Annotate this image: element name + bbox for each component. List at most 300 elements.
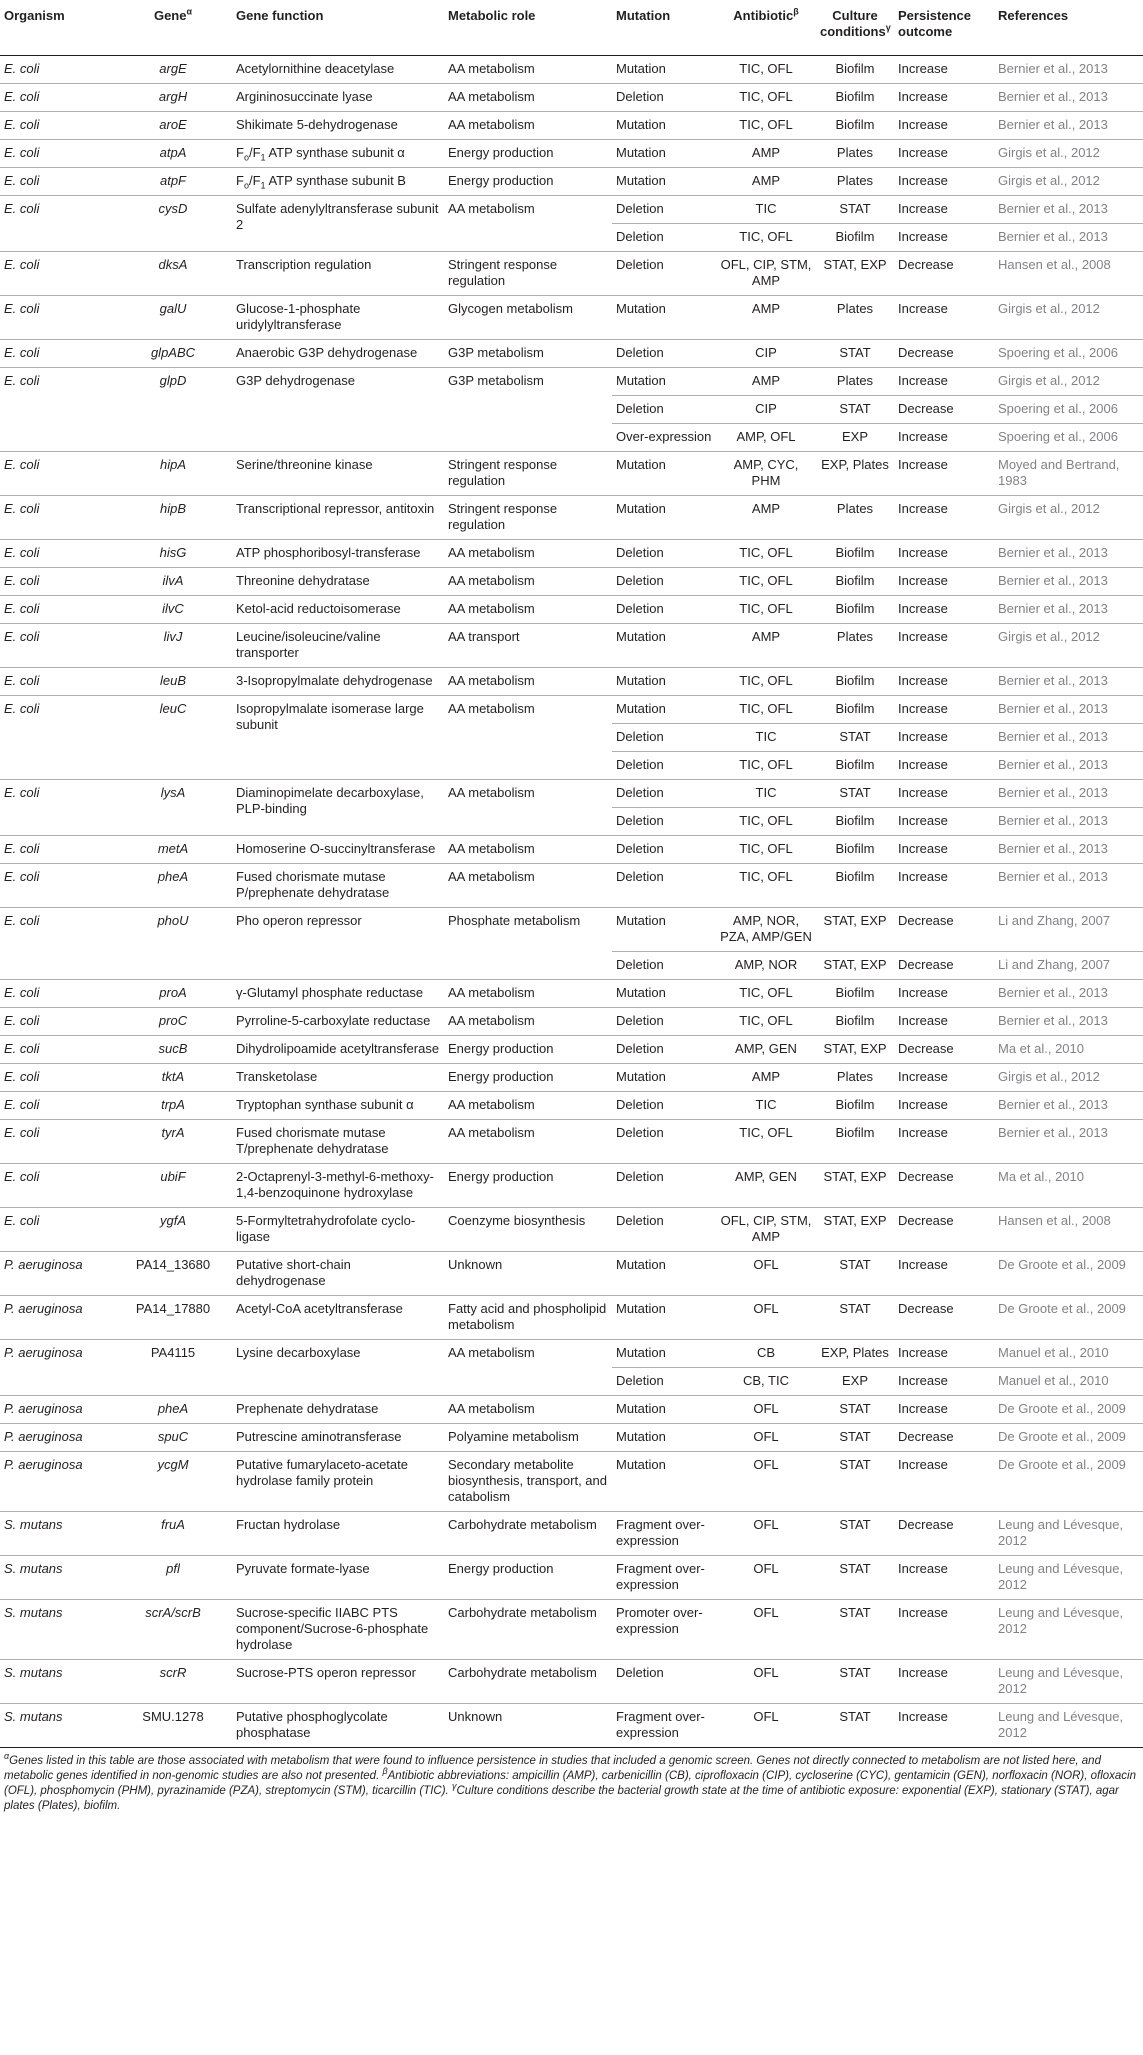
cell-organism: E. coli [4, 1124, 40, 1140]
cell-persistence: Increase [898, 144, 948, 160]
cell-antibiotic: OFL [753, 1428, 779, 1444]
cell-gene: proA [159, 984, 187, 1000]
cell-mutation: Deletion [616, 1124, 664, 1140]
cell-organism: E. coli [4, 1168, 40, 1184]
cell-gene: scrA/scrB [145, 1604, 201, 1620]
header-references: References [998, 8, 1069, 23]
cell-antibiotic: TIC, OFL [739, 60, 793, 76]
cell-culture: Biofilm [835, 544, 875, 560]
cell-role: AA metabolism [448, 984, 535, 1000]
cell-mutation: Deletion [616, 228, 664, 244]
cell-antibiotic: AMP [751, 172, 781, 188]
cell-antibiotic: TIC, OFL [739, 672, 793, 688]
cell-antibiotic: OFL [753, 1516, 779, 1532]
cell-role: AA metabolism [448, 60, 535, 76]
cell-culture: Biofilm [835, 868, 875, 884]
cell-culture: STAT, EXP [823, 1168, 887, 1184]
cell-organism: P. aeruginosa [4, 1400, 83, 1416]
table-row [0, 451, 1143, 495]
cell-gene: galU [159, 300, 187, 316]
cell-organism: E. coli [4, 200, 40, 216]
cell-persistence: Increase [898, 984, 948, 1000]
cell-reference: Bernier et al., 2013 [998, 88, 1108, 104]
table-row [0, 1451, 1143, 1511]
cell-persistence: Increase [898, 428, 948, 444]
cell-function: Fused chorismate mutase T/prephenate dehydratase [236, 1124, 389, 1156]
cell-antibiotic: TIC, OFL [739, 756, 793, 772]
cell-antibiotic: TIC, OFL [739, 544, 793, 560]
cell-role: AA metabolism [448, 1096, 535, 1112]
cell-organism: S. mutans [4, 1560, 63, 1576]
cell-gene: lysA [160, 784, 186, 800]
cell-mutation: Mutation [616, 628, 666, 644]
cell-culture: Biofilm [835, 600, 875, 616]
cell-antibiotic: TIC, OFL [739, 1012, 793, 1028]
header-role: Metabolic role [448, 8, 536, 23]
cell-persistence: Increase [898, 200, 948, 216]
cell-culture: STAT [839, 728, 871, 744]
cell-role: AA metabolism [448, 116, 535, 132]
cell-reference: Leung and Lévesque, 2012 [998, 1560, 1124, 1592]
table-row [0, 1091, 1143, 1119]
cell-reference: Ma et al., 2010 [998, 1040, 1084, 1056]
table-row [0, 295, 1143, 339]
cell-role: Energy production [448, 144, 554, 160]
cell-function: Sucrose-PTS operon repressor [236, 1664, 416, 1680]
cell-reference: Bernier et al., 2013 [998, 1096, 1108, 1112]
cell-mutation: Deletion [616, 256, 664, 272]
cell-gene: SMU.1278 [142, 1708, 204, 1724]
cell-culture: STAT [839, 1300, 871, 1316]
cell-antibiotic: OFL [753, 1256, 779, 1272]
cell-role: Energy production [448, 1560, 554, 1576]
cell-function: Leucine/isoleucine/valine transporter [236, 628, 381, 660]
cell-role: AA metabolism [448, 1344, 535, 1360]
table-row [0, 1295, 1143, 1339]
cell-function: Dihydrolipoamide acetyltransferase [236, 1040, 440, 1056]
cell-function: ATP phosphoribosyl-transferase [236, 544, 421, 560]
cell-gene: pheA [157, 868, 189, 884]
cell-gene: PA4115 [150, 1344, 196, 1360]
cell-function: Acetylornithine deacetylase [236, 60, 395, 76]
cell-mutation: Mutation [616, 300, 666, 316]
cell-mutation: Fragment over-expression [616, 1516, 705, 1548]
cell-persistence: Increase [898, 1096, 948, 1112]
cell-mutation: Mutation [616, 1068, 666, 1084]
cell-persistence: Increase [898, 600, 948, 616]
table-row [0, 835, 1143, 863]
table-row [0, 195, 1143, 223]
table-row [0, 367, 1143, 395]
cell-role: Stringent response regulation [448, 256, 558, 288]
cell-gene: ubiF [160, 1168, 186, 1184]
cell-antibiotic: OFL [753, 1664, 779, 1680]
cell-function: Serine/threonine kinase [236, 456, 373, 472]
cell-gene: ilvA [162, 572, 184, 588]
cell-function: Prephenate dehydratase [236, 1400, 379, 1416]
cell-organism: P. aeruginosa [4, 1456, 83, 1472]
cell-persistence: Increase [898, 672, 948, 688]
cell-role: Glycogen metabolism [448, 300, 573, 316]
cell-antibiotic: TIC, OFL [739, 868, 793, 884]
footnote-alpha: Genes listed in this table are those associated with metabolism that were found to influence persistence in studies that included a genomic screen. Genes not directly connected to metabolism are not listed here, and metabolic genes identified in non-genomic studies are also not presented. [4, 1754, 1101, 1782]
cell-antibiotic: AMP [751, 144, 781, 160]
cell-role: AA metabolism [448, 88, 535, 104]
cell-antibiotic: TIC, OFL [739, 700, 793, 716]
cell-reference: Bernier et al., 2013 [998, 200, 1108, 216]
cell-mutation: Mutation [616, 912, 666, 928]
cell-persistence: Increase [898, 456, 948, 472]
cell-antibiotic: AMP, GEN [735, 1168, 797, 1184]
header-organism: Organism [4, 8, 65, 23]
cell-role: G3P metabolism [448, 372, 544, 388]
footnote-beta: Antibiotic abbreviations: ampicillin (AMP), carbenicillin (CB), ciprofloxacin (CIP), cycloserine (CYC), gentamicin (GEN), norfloxacin (NOR), ofloxacin (OFL), phosphomycin (PHM), pyrazinamide (PZA), streptomycin (STM), ticarcillin (TIC). [4, 1769, 1136, 1797]
table-row [0, 1555, 1143, 1599]
cell-culture: STAT, EXP [823, 256, 887, 272]
cell-antibiotic: TIC, OFL [739, 88, 793, 104]
cell-persistence: Increase [898, 372, 948, 388]
cell-persistence: Increase [898, 300, 948, 316]
cell-role: AA metabolism [448, 700, 535, 716]
cell-mutation: Fragment over-expression [616, 1560, 705, 1592]
cell-gene: glpD [159, 372, 187, 388]
cell-antibiotic: AMP, NOR [734, 956, 798, 972]
cell-reference: Bernier et al., 2013 [998, 600, 1108, 616]
cell-gene: tyrA [161, 1124, 185, 1140]
cell-culture: Biofilm [835, 756, 875, 772]
cell-persistence: Decrease [898, 256, 954, 272]
cell-role: Unknown [448, 1256, 503, 1272]
cell-antibiotic: AMP [751, 372, 781, 388]
cell-antibiotic: TIC [755, 200, 777, 216]
cell-culture: Biofilm [835, 1124, 875, 1140]
cell-reference: Spoering et al., 2006 [998, 344, 1118, 360]
cell-gene: atpF [159, 172, 186, 188]
cell-persistence: Increase [898, 784, 948, 800]
cell-gene: cysD [158, 200, 188, 216]
cell-function: $F_o/F_1$ ATP synthase subunit α [236, 144, 405, 163]
cell-role: G3P metabolism [448, 344, 544, 360]
cell-reference: Hansen et al., 2008 [998, 256, 1111, 272]
cell-persistence: Increase [898, 500, 948, 516]
cell-mutation: Mutation [616, 1456, 666, 1472]
cell-mutation: Mutation [616, 1428, 666, 1444]
cell-mutation: Deletion [616, 1372, 664, 1388]
cell-function: Putrescine aminotransferase [236, 1428, 402, 1444]
cell-organism: E. coli [4, 700, 40, 716]
table-row [0, 139, 1143, 167]
cell-role: Stringent response regulation [448, 500, 558, 532]
cell-antibiotic: OFL [753, 1560, 779, 1576]
cell-mutation: Promoter over-expression [616, 1604, 703, 1636]
cell-antibiotic: TIC, OFL [739, 984, 793, 1000]
cell-gene: hisG [159, 544, 187, 560]
cell-antibiotic: AMP [751, 628, 781, 644]
cell-persistence: Increase [898, 840, 948, 856]
cell-organism: P. aeruginosa [4, 1344, 83, 1360]
cell-culture: Biofilm [835, 1096, 875, 1112]
cell-reference: Ma et al., 2010 [998, 1168, 1084, 1184]
cell-culture: STAT [839, 1560, 871, 1576]
cell-organism: E. coli [4, 1068, 40, 1084]
table-row [0, 1251, 1143, 1295]
cell-reference: Spoering et al., 2006 [998, 428, 1118, 444]
cell-role: Energy production [448, 1068, 554, 1084]
cell-persistence: Increase [898, 88, 948, 104]
cell-antibiotic: OFL [753, 1456, 779, 1472]
cell-role: Energy production [448, 1040, 554, 1056]
cell-gene: sucB [158, 1040, 188, 1056]
table-row [0, 339, 1143, 367]
cell-culture: EXP [841, 1372, 868, 1388]
cell-mutation: Deletion [616, 572, 664, 588]
cell-mutation: Deletion [616, 544, 664, 560]
cell-function: Pho operon repressor [236, 912, 362, 928]
cell-mutation: Deletion [616, 812, 664, 828]
cell-reference: De Groote et al., 2009 [998, 1300, 1126, 1316]
cell-persistence: Decrease [898, 1168, 954, 1184]
cell-reference: Bernier et al., 2013 [998, 784, 1108, 800]
cell-persistence: Increase [898, 1124, 948, 1140]
cell-antibiotic: TIC, OFL [739, 600, 793, 616]
cell-mutation: Deletion [616, 344, 664, 360]
cell-organism: E. coli [4, 456, 40, 472]
header-persistence: Persistence outcome [898, 8, 971, 39]
cell-role: AA metabolism [448, 600, 535, 616]
cell-reference: De Groote et al., 2009 [998, 1456, 1126, 1472]
cell-function: Fused chorismate mutase P/prephenate dehydratase [236, 868, 390, 900]
cell-function: Transcriptional repressor, antitoxin [236, 500, 435, 516]
cell-gene: livJ [163, 628, 183, 644]
table-row [0, 1599, 1143, 1659]
cell-reference: Leung and Lévesque, 2012 [998, 1516, 1124, 1548]
cell-reference: Girgis et al., 2012 [998, 172, 1100, 188]
cell-gene: tktA [161, 1068, 185, 1084]
cell-organism: E. coli [4, 912, 40, 928]
cell-persistence: Increase [898, 1372, 948, 1388]
table-row [0, 907, 1143, 951]
cell-persistence: Increase [898, 544, 948, 560]
cell-role: Coenzyme biosynthesis [448, 1212, 586, 1228]
cell-function: Diaminopimelate decarboxylase, PLP-binding [236, 784, 424, 816]
cell-antibiotic: TIC, OFL [739, 116, 793, 132]
cell-mutation: Deletion [616, 88, 664, 104]
cell-persistence: Decrease [898, 1428, 954, 1444]
table-row [0, 1007, 1143, 1035]
table-footnote: $^\alpha$Genes listed in this table are those associated with metabolism that were found to influence persistence in studies that included a genomic screen. Genes not directly connected to metabolism are not listed here, and metabolic genes identified in non-genomic studies are also not presented. $^\beta$Antibiotic abbreviations: ampicillin (AMP), carbenicillin (CB), ciprofloxacin (CIP), cycloserine (CYC), gentamicin (GEN), norfloxacin (NOR), ofloxacin (OFL), phosphomycin (PHM), pyrazinamide (PZA), streptomycin (STM), ticarcillin (TIC). $^\gamma$Culture conditions describe the bacterial growth state at the time of antibiotic exposure: exponential (EXP), stationary (STAT), agar plates (Plates), biofilm. [4, 1750, 1136, 1812]
cell-culture: STAT, EXP [823, 1212, 887, 1228]
cell-antibiotic: AMP [751, 500, 781, 516]
cell-mutation: Deletion [616, 1040, 664, 1056]
cell-persistence: Increase [898, 1012, 948, 1028]
table-row [0, 167, 1143, 195]
cell-role: Carbohydrate metabolism [448, 1604, 597, 1620]
cell-function: Shikimate 5-dehydrogenase [236, 116, 398, 132]
cell-persistence: Decrease [898, 1300, 954, 1316]
cell-antibiotic: CB, TIC [743, 1372, 789, 1388]
cell-mutation: Deletion [616, 1664, 664, 1680]
cell-persistence: Increase [898, 1068, 948, 1084]
cell-reference: Bernier et al., 2013 [998, 868, 1108, 884]
cell-culture: STAT [839, 344, 871, 360]
cell-reference: Spoering et al., 2006 [998, 400, 1118, 416]
cell-reference: De Groote et al., 2009 [998, 1400, 1126, 1416]
cell-organism: E. coli [4, 372, 40, 388]
cell-culture: STAT, EXP [823, 956, 887, 972]
cell-role: AA metabolism [448, 868, 535, 884]
cell-mutation: Mutation [616, 672, 666, 688]
cell-culture: STAT, EXP [823, 912, 887, 928]
cell-persistence: Increase [898, 868, 948, 884]
cell-culture: STAT [839, 1400, 871, 1416]
cell-organism: E. coli [4, 984, 40, 1000]
cell-organism: E. coli [4, 784, 40, 800]
cell-organism: E. coli [4, 1012, 40, 1028]
table-row [0, 1339, 1143, 1367]
cell-antibiotic: AMP, NOR, PZA, AMP/GEN [720, 912, 812, 944]
table-row [0, 1163, 1143, 1207]
cell-reference: Manuel et al., 2010 [998, 1344, 1109, 1360]
cell-gene: proC [158, 1012, 188, 1028]
cell-reference: Bernier et al., 2013 [998, 700, 1108, 716]
cell-reference: Leung and Lévesque, 2012 [998, 1604, 1124, 1636]
cell-mutation: Mutation [616, 144, 666, 160]
cell-persistence: Increase [898, 1664, 948, 1680]
cell-reference: Bernier et al., 2013 [998, 984, 1108, 1000]
cell-gene: dksA [158, 256, 188, 272]
cell-mutation: Deletion [616, 956, 664, 972]
table-row [0, 667, 1143, 695]
table-row [0, 1423, 1143, 1451]
cell-culture: Plates [836, 628, 874, 644]
cell-antibiotic: AMP, OFL [736, 428, 796, 444]
cell-function: γ-Glutamyl phosphate reductase [236, 984, 424, 1000]
table-row [0, 1659, 1143, 1703]
cell-mutation: Deletion [616, 200, 664, 216]
cell-mutation: Deletion [616, 400, 664, 416]
cell-culture: STAT [839, 400, 871, 416]
cell-role: AA metabolism [448, 840, 535, 856]
header-function: Gene function [236, 8, 324, 23]
cell-reference: Bernier et al., 2013 [998, 756, 1108, 772]
table-row [0, 539, 1143, 567]
cell-function: Putative short-chain dehydrogenase [236, 1256, 351, 1288]
cell-organism: S. mutans [4, 1664, 63, 1680]
cell-mutation: Deletion [616, 600, 664, 616]
cell-culture: Biofilm [835, 700, 875, 716]
cell-function: Argininosuccinate lyase [236, 88, 373, 104]
table-row [0, 1703, 1143, 1747]
table-row [0, 595, 1143, 623]
cell-reference: Manuel et al., 2010 [998, 1372, 1109, 1388]
cell-mutation: Deletion [616, 1212, 664, 1228]
cell-reference: De Groote et al., 2009 [998, 1428, 1126, 1444]
cell-function: G3P dehydrogenase [236, 372, 356, 388]
cell-function: Homoserine O-succinyltransferase [236, 840, 436, 856]
cell-organism: E. coli [4, 256, 40, 272]
cell-antibiotic: OFL [753, 1604, 779, 1620]
cell-organism: E. coli [4, 116, 40, 132]
cell-antibiotic: TIC, OFL [739, 1124, 793, 1140]
cell-organism: E. coli [4, 868, 40, 884]
cell-organism: P. aeruginosa [4, 1256, 83, 1272]
cell-mutation: Over-expression [616, 428, 712, 444]
header-culture: Culture conditions$^\gamma$ [820, 8, 891, 39]
cell-function: Tryptophan synthase subunit α [236, 1096, 414, 1112]
cell-persistence: Decrease [898, 912, 954, 928]
cell-reference: De Groote et al., 2009 [998, 1256, 1126, 1272]
cell-function: Acetyl-CoA acetyltransferase [236, 1300, 403, 1316]
header-mutation: Mutation [616, 8, 671, 23]
cell-function: Glucose-1-phosphate uridylyltransferase [236, 300, 361, 332]
cell-gene: pfl [166, 1560, 180, 1576]
cell-reference: Bernier et al., 2013 [998, 1012, 1108, 1028]
cell-organism: E. coli [4, 144, 40, 160]
cell-gene: hipB [159, 500, 187, 516]
cell-persistence: Increase [898, 1604, 948, 1620]
cell-persistence: Increase [898, 1344, 948, 1360]
cell-antibiotic: CB [756, 1344, 776, 1360]
cell-gene: aroE [159, 116, 187, 132]
cell-function: Sucrose-specific IIABC PTS component/Sucrose-6-phosphate hydrolase [236, 1604, 429, 1652]
cell-persistence: Decrease [898, 400, 954, 416]
cell-culture: STAT, EXP [823, 1040, 887, 1056]
cell-function: Putative fumarylaceto-acetate hydrolase family protein [236, 1456, 408, 1488]
cell-persistence: Increase [898, 1256, 948, 1272]
table-row [0, 979, 1143, 1007]
cell-culture: STAT [839, 1516, 871, 1532]
cell-culture: Plates [836, 172, 874, 188]
cell-antibiotic: TIC [755, 784, 777, 800]
table-row [0, 55, 1143, 83]
cell-culture: Plates [836, 144, 874, 160]
cell-function: Pyruvate formate-lyase [236, 1560, 370, 1576]
table-row [0, 111, 1143, 139]
cell-antibiotic: TIC, OFL [739, 812, 793, 828]
cell-role: Unknown [448, 1708, 503, 1724]
cell-culture: Plates [836, 300, 874, 316]
cell-role: AA metabolism [448, 544, 535, 560]
cell-antibiotic: OFL [753, 1300, 779, 1316]
cell-antibiotic: AMP [751, 300, 781, 316]
cell-persistence: Increase [898, 1400, 948, 1416]
cell-mutation: Mutation [616, 984, 666, 1000]
header-row [0, 0, 1143, 55]
cell-reference: Girgis et al., 2012 [998, 1068, 1100, 1084]
cell-persistence: Increase [898, 728, 948, 744]
cell-role: Stringent response regulation [448, 456, 558, 488]
cell-role: AA metabolism [448, 1124, 535, 1140]
cell-mutation: Deletion [616, 1096, 664, 1112]
cell-reference: Girgis et al., 2012 [998, 628, 1100, 644]
cell-culture: EXP, Plates [821, 1344, 889, 1360]
cell-culture: Biofilm [835, 672, 875, 688]
cell-antibiotic: OFL [753, 1708, 779, 1724]
header-antibiotic: Antibiotic$^\beta$ [733, 6, 799, 23]
cell-gene: leuC [159, 700, 187, 716]
cell-reference: Bernier et al., 2013 [998, 60, 1108, 76]
cell-culture: Plates [836, 500, 874, 516]
cell-mutation: Deletion [616, 868, 664, 884]
cell-mutation: Mutation [616, 700, 666, 716]
cell-organism: E. coli [4, 1040, 40, 1056]
cell-antibiotic: TIC, OFL [739, 572, 793, 588]
cell-role: Phosphate metabolism [448, 912, 581, 928]
cell-mutation: Mutation [616, 116, 666, 132]
cell-function: Isopropylmalate isomerase large subunit [236, 700, 424, 732]
cell-function: Transketolase [236, 1068, 318, 1084]
cell-persistence: Increase [898, 228, 948, 244]
